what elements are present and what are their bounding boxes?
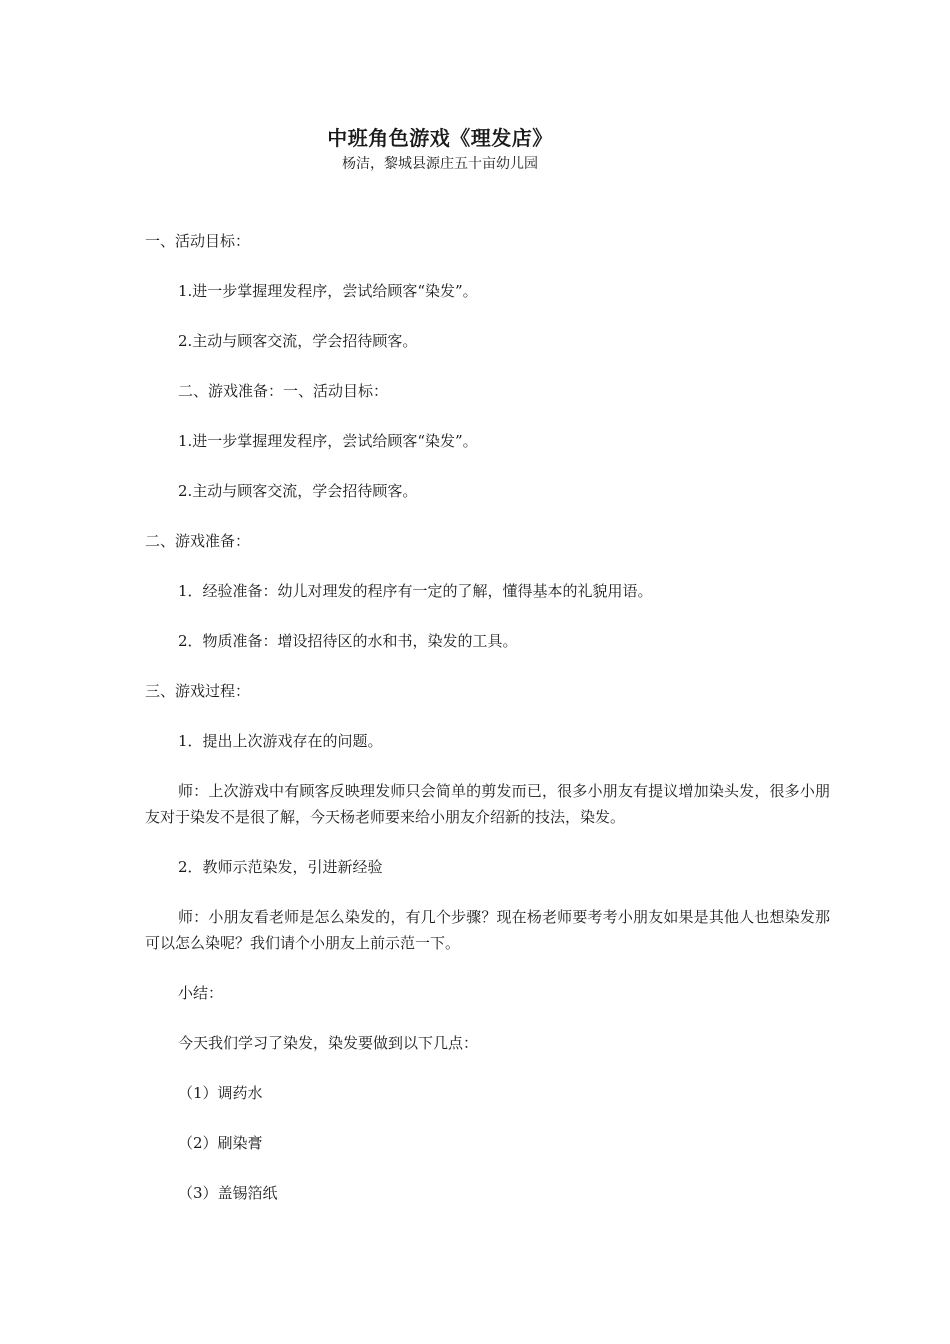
paragraph: 1.进一步掌握理发程序，尝试给顾客“染发”。 — [178, 432, 478, 450]
paragraph: 2.主动与顾客交流，学会招待顾客。 — [178, 482, 418, 500]
paragraph: 一、活动目标： — [145, 232, 251, 250]
paragraph: 小结： — [178, 984, 224, 1002]
paragraph: 1.进一步掌握理发程序，尝试给顾客“染发”。 — [178, 282, 478, 300]
paragraph: （1）调药水 — [178, 1084, 263, 1102]
document-body — [145, 228, 830, 1230]
paragraph: 师：上次游戏中有顾客反映理发师只会简单的剪发而已，很多小朋友有提议增加染头发，很多小朋友对于染发不是很了解，今天杨老师要来给小朋友介绍新的技法，染发。 — [145, 782, 830, 826]
paragraph: 2．教师示范染发，引进新经验 — [178, 858, 383, 876]
document-title: 中班角色游戏《理发店》 — [327, 126, 553, 150]
document-author: 杨洁，黎城县源庄五十亩幼儿园 — [342, 156, 538, 172]
paragraph: 师：小朋友看老师是怎么染发的，有几个步骤？现在杨老师要考考小朋友如果是其他人也想染发那可以怎么染呢？我们请个小朋友上前示范一下。 — [145, 908, 830, 952]
paragraph: 三、游戏过程： — [145, 682, 251, 700]
paragraph: 1．提出上次游戏存在的问题。 — [178, 732, 383, 750]
paragraph: （2）刷染膏 — [178, 1134, 263, 1152]
paragraph: 2.主动与顾客交流，学会招待顾客。 — [178, 332, 418, 350]
paragraph: 1．经验准备：幼儿对理发的程序有一定的了解，懂得基本的礼貌用语。 — [178, 582, 653, 600]
paragraph: （3）盖锡箔纸 — [178, 1184, 278, 1202]
paragraph: 二、游戏准备： — [145, 532, 251, 550]
paragraph: 今天我们学习了染发，染发要做到以下几点： — [178, 1034, 479, 1052]
paragraph: 2．物质准备：增设招待区的水和书，染发的工具。 — [178, 632, 518, 650]
paragraph: 二、游戏准备：一、活动目标： — [178, 382, 389, 400]
